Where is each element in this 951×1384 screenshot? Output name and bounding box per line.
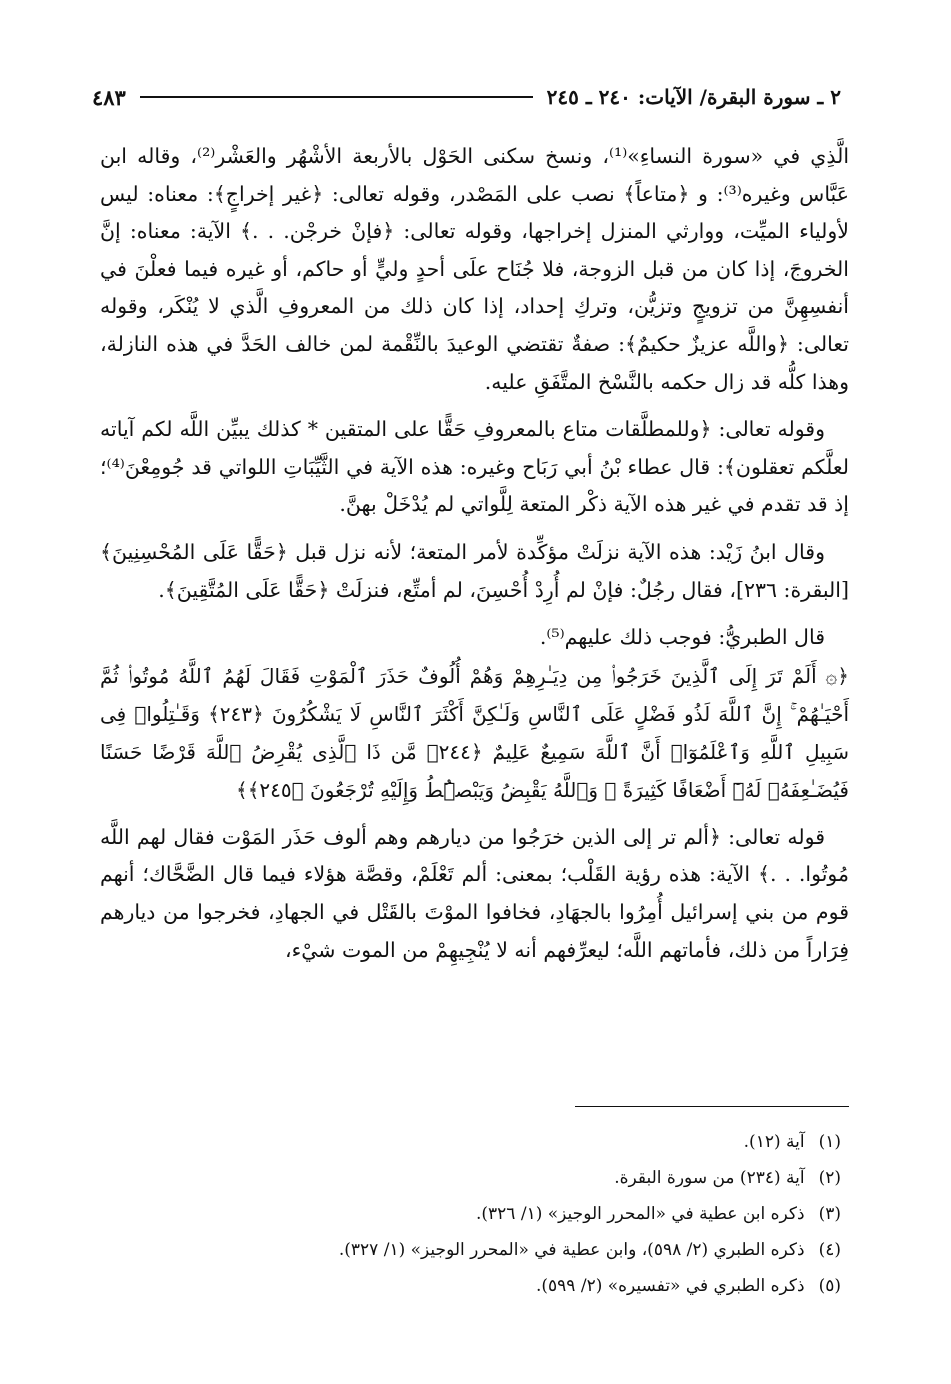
footnote-text: ذكره الطبري (٢/ ٥٩٨)، وابن عطية في «المحرر الوجيز» (١/ ٣٢٧). [338, 1240, 805, 1260]
footnote-number: (٣) [818, 1204, 841, 1224]
footnote-text: آية (١٢). [743, 1132, 805, 1152]
footnote [100, 1268, 841, 1304]
footnote [100, 1160, 841, 1196]
footnote [100, 1232, 841, 1268]
footnote-number: (٥) [818, 1276, 841, 1296]
paragraph-2: وقوله تعالى: ﴿وللمطلَّقات متاع بالمعروفِ حَقًّا على المتقين * كذلك يبيِّن اللَّه لكم آياته لعلَّكم تعقلون﴾: قال عطاء بْنُ أبي رَبَاح وغيره: هذه الآية في الثَّيِّبَاتِ اللواتي قد جُومِعْنَ⁽⁴⁾؛ إذ قد تقدم في غير هذه الآية ذكْر المتعة لِلَّواتي لم يُدْخَلْ بهنَّ. [100, 417, 849, 517]
footnotes [100, 1124, 841, 1304]
footnote-number: (٤) [818, 1240, 841, 1260]
paragraph-5: قوله تعالى: ﴿ألم تر إلى الذين خرَجُوا من ديارهم وهم ألوف حَذَر المَوْت فقال لهم اللَّه مُوتُوا. . .﴾ الآية: هذه رؤية القَلْب؛ بمعنى: ألم تَعْلَمْ، وقصَّة هؤلاء فيما قال الضَّحَّاك؛ أنهم قوم من بني إسرائيل أُمِرُوا بالجهَادِ، فخافوا الموْتَ بالقَتْل في الجهادِ، فخرجوا من ديارهم فِرَاراً من ذلك، فأماتهم اللَّه؛ ليعرِّفهم أنه لا يُنْجِيهِمْ من الموت شيْء، [100, 824, 849, 962]
footnote [100, 1196, 841, 1232]
quran-verse-block: ﴿۞ أَلَمْ تَرَ إِلَى ٱلَّذِينَ خَرَجُوا۟ مِن دِيَـٰرِهِمْ وَهُمْ أُلُوفٌ حَذَرَ ٱلْمَوْتِ فَقَالَ لَهُمُ ٱللَّهُ مُوتُوا۟ ثُمَّ أَحْيَـٰهُمْ ۚ إِنَّ ٱللَّهَ لَذُو فَضْلٍ عَلَى ٱلنَّاسِ وَلَـٰكِنَّ أَكْثَرَ ٱلنَّاسِ لَا يَشْكُرُونَ ﴿٢٤٣﴾ وَقَـٰتِلُوا۟ فِى سَبِيلِ ٱللَّهِ وَٱعْلَمُوٓا۟ أَنَّ ٱللَّهَ سَمِيعٌ عَلِيمٌ ﴿٢٤٤﴾ مَّن ذَا ٱلَّذِى يُقْرِضُ ٱللَّهَ قَرْضًا حَسَنًا فَيُضَـٰعِفَهُۥ لَهُۥٓ أَضْعَافًا كَثِيرَةً ۚ وَٱللَّهُ يَقْبِضُ وَيَبْصُۜطُ وَإِلَيْهِ تُرْجَعُونَ ﴿٢٤٥﴾﴾ [100, 663, 849, 802]
running-header [92, 80, 841, 114]
main-text [100, 138, 849, 969]
header-rule [140, 96, 533, 98]
paragraph-3: وقال ابنُ زَيْد: هذه الآية نزلَتْ مؤكِّدة لأمر المتعة؛ لأنه نزل قبل ﴿حَقًّا عَلَى المُحْسِنِينَ﴾ [البقرة: ٢٣٦]، فقال رجُلٌ: فإنْ لم أُرِدْ أُحْسِنَ، لم أمتِّع، فنزلَتْ ﴿حَقًّا عَلَى المُتَّقِينَ﴾. [100, 539, 849, 602]
header-title: ٢ ـ سورة البقرة/ الآيات: ٢٤٠ ـ ٢٤٥ [546, 85, 841, 109]
footnote [100, 1124, 841, 1160]
page-number: ٤٨٣ [92, 84, 126, 110]
footnote-text: آية (٢٣٤) من سورة البقرة. [614, 1168, 805, 1188]
footnote-text: ذكره الطبري في «تفسيره» (٢/ ٥٩٩). [535, 1276, 805, 1296]
footnote-separator [575, 1106, 849, 1107]
footnote-number: (٢) [818, 1168, 841, 1188]
footnote-text: ذكره ابن عطية في «المحرر الوجيز» (١/ ٣٢٦). [476, 1204, 805, 1224]
footnote-number: (١) [818, 1132, 841, 1152]
paragraph-1: الَّذِي في «سورة النساءِ»⁽¹⁾، ونسخ سكنى الحَوْل بالأربعة الأشْهُر والعَشْر⁽²⁾، وقاله ابن عَبَّاس وغيره⁽³⁾: و ﴿متاعاً﴾ نصب على المَصْدر، وقوله تعالى: ﴿غير إخراجٍ﴾: معناه: ليس لأولياء الميِّت، ووارثي المنزل إخراجها، وقوله تعالى: ﴿فإنْ خرجْن. . .﴾ الآية: معناه: إنَّ الخروجَ، إذا كان من قبل الزوجة، فلا جُنَاح علَى أحدٍ وليٍّ أو حاكم، أو غيره فيما فعلْنَ في أنفسِهِنَّ من تزويجٍ وتزيُّن، وتركِ إحداد، إذا كان ذلك من المعروفِ الَّذي لا يُنْكَر، وقوله تعالى: ﴿واللَّه عزيزٌ حكيمٌ﴾: صفةٌ تقتضي الوعيدَ بالنِّقْمة لمن خالف الحَدَّ في هذه النازلة، وهذا كلُّه قد زال حكمه بالنَّسْخ المتَّفَقِ عليه. [100, 144, 850, 394]
paragraph-4: قال الطبريُّ: فوجب ذلك عليهم⁽⁵⁾. [539, 625, 825, 650]
